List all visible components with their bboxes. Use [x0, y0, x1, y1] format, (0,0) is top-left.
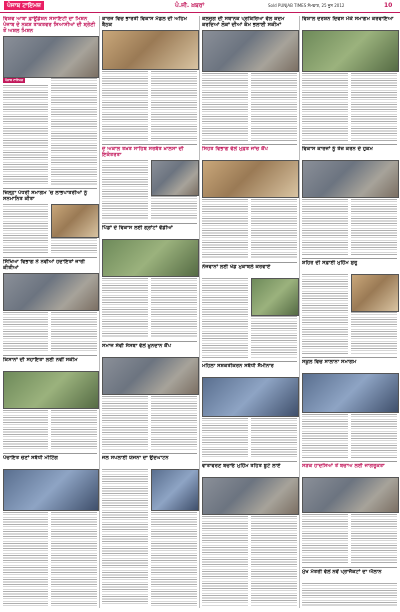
- headline: ਮਹਿਲਾ ਸਸ਼ਕਤੀਕਰਨ ਸਬੰਧੀ ਸੈਮੀਨਾਰ: [202, 363, 274, 369]
- story-divider: [102, 223, 197, 224]
- headline: ਸਮਾਜ ਸੇਵੀ ਸੰਸਥਾ ਵੱਲੋਂ ਖ਼ੂਨਦਾਨ ਕੈਂਪ: [102, 343, 172, 349]
- news-photo: [351, 274, 399, 312]
- article-text: [202, 73, 248, 141]
- article-text: [302, 514, 348, 564]
- article-text: [51, 512, 97, 606]
- story-divider: [202, 361, 297, 362]
- news-photo: [3, 371, 99, 409]
- news-photo: [302, 160, 399, 198]
- article-text: [151, 512, 197, 606]
- article-text: [3, 312, 48, 352]
- article-text: [302, 73, 348, 141]
- headline: ਵਿਸ਼ਾਲ ਦਰਸ਼ਨ ਦਿਵਸ ਮੌਕੇ ਸਮਾਗਮ ਕਰਵਾਇਆ: [302, 16, 394, 22]
- story-divider: [302, 258, 397, 259]
- headline: ਵਾਤਾਵਰਣ ਬਚਾਓ ਮੁਹਿੰਮ ਤਹਿਤ ਬੂਟੇ ਲਾਏ: [202, 463, 281, 469]
- headline: ਸਿੱਖਿਆ ਵਿਭਾਗ ਨੇ ਨਵੀਆਂ ਹਦਾਇਤਾਂ ਜਾਰੀ ਕੀਤੀਆਂ: [3, 259, 85, 271]
- story-divider: [302, 144, 397, 145]
- article-text: [51, 312, 97, 352]
- masthead: [0, 0, 400, 13]
- article-text: [51, 410, 97, 450]
- story-divider: [3, 453, 97, 454]
- article-text: [102, 469, 148, 606]
- headline: ਦੋ ਅਕਾਲ ਤਖ਼ਤ ਸਾਹਿਬ ਸਰਬੱਤ ਖ਼ਾਲਸਾ ਦੀ ਇਕੱਤਰਤਾ: [102, 146, 184, 158]
- story-divider: [102, 453, 197, 454]
- story-divider: [3, 188, 97, 189]
- news-photo: [251, 278, 299, 316]
- news-photo: [202, 477, 299, 515]
- headline: ਪਿੰਡਾਂ ਦੇ ਵਿਕਾਸ ਲਈ ਗ੍ਰਾਂਟਾਂ ਵੰਡੀਆਂ: [102, 225, 173, 231]
- article-text: [302, 199, 348, 255]
- headline: ਵਿਕਾਸ ਕਾਰਜਾਂ ਨੂੰ ਤੇਜ਼ ਕਰਨ ਦੇ ਹੁਕਮ: [302, 146, 373, 152]
- story-divider: [302, 567, 397, 568]
- article-text: [251, 516, 297, 606]
- headline: ਸੜਕ ਹਾਦਸਿਆਂ ਤੋਂ ਬਚਾਅ ਲਈ ਜਾਗਰੂਕਤਾ: [302, 463, 385, 469]
- section-title: ਪੰ.ਜੀ. ਖ਼ਬਰਾਂ: [175, 2, 205, 9]
- article-text: [3, 410, 48, 450]
- news-photo: [102, 30, 199, 70]
- article-text: [151, 196, 197, 220]
- headline: ਪੰਚਾਇਤ ਚੋਣਾਂ ਸਬੰਧੀ ਮੀਟਿੰਗ: [3, 455, 59, 461]
- article-text: [202, 418, 248, 458]
- headline: ਸਕੂਲ ਵਿਚ ਸਾਲਾਨਾ ਸਮਾਗਮ: [302, 359, 357, 365]
- news-photo: [102, 239, 199, 277]
- headline: ਕਲਜੁਗ ਦੀ ਸਥਾਨਕ ਪ੍ਰਕਿਰਿਆ ਵੱਲ ਕਦਮ ਕਰਦਿਆਂ ਲੋਕਾਂ ਦੀਆਂ ਕੰਮ ਭਲਾਈ ਸਕੀਮਾਂ: [202, 16, 285, 28]
- story-divider: [202, 262, 297, 263]
- headline: ਸ਼ਹਿਰ ਦੀ ਸਫ਼ਾਈ ਮੁਹਿੰਮ ਸ਼ੁਰੂ: [302, 260, 358, 266]
- news-photo: [3, 469, 99, 511]
- story-divider: [3, 257, 97, 258]
- column-divider: [299, 16, 300, 608]
- article-text: [302, 414, 348, 458]
- article-text: [251, 418, 297, 458]
- article-text: [151, 278, 197, 338]
- article-text: [351, 414, 397, 458]
- article-text: [351, 312, 397, 354]
- headline: ਜਲ ਸਪਲਾਈ ਯੋਜਨਾ ਦਾ ਉਦਘਾਟਨ: [102, 455, 169, 461]
- article-text: [3, 85, 48, 185]
- article-text: [102, 278, 148, 338]
- news-photo: [151, 160, 199, 196]
- bureau-tag: ਪੰਜਾਬ ਟਾਇਮਜ਼: [5, 78, 24, 82]
- article-text: [351, 73, 397, 141]
- headline: ਸਿਹਤ ਵਿਭਾਗ ਵੱਲੋਂ ਮੁਫ਼ਤ ਜਾਂਚ ਕੈਂਪ: [202, 146, 268, 152]
- news-photo: [302, 477, 399, 513]
- article-text: [151, 71, 197, 141]
- headline: ਮੁੱਖ ਮੰਤਰੀ ਵੱਲੋਂ ਨਵੇਂ ਪ੍ਰਾਜੈਕਟਾਂ ਦਾ ਐਲਾਨ: [302, 569, 382, 575]
- story-divider: [102, 341, 197, 342]
- news-photo: [102, 357, 199, 395]
- article-text: [251, 199, 297, 259]
- news-photo: [202, 30, 299, 72]
- story-divider: [102, 144, 197, 145]
- article-text: [51, 238, 97, 254]
- article-text: [302, 583, 397, 606]
- headline: ਕਿਸਾਨਾਂ ਦੀ ਸਹਾਇਤਾ ਲਈ ਨਵੀਂ ਸਕੀਮ: [3, 357, 78, 363]
- news-photo: [202, 377, 299, 417]
- story-divider: [202, 144, 297, 145]
- article-text: [202, 199, 248, 259]
- article-text: [351, 199, 397, 255]
- article-text: [202, 516, 248, 606]
- article-text: [302, 274, 348, 354]
- column-divider: [199, 16, 200, 608]
- story-divider: [202, 461, 297, 462]
- article-text: [102, 160, 148, 220]
- article-text: [151, 396, 197, 450]
- news-photo: [302, 373, 399, 413]
- news-photo: [51, 204, 99, 238]
- headline: ਜ਼ਿਲ੍ਹਾ ਪੱਧਰੀ ਸਮਾਗਮ 'ਚ ਲਾਭਪਾਤਰੀਆਂ ਨੂੰ ਸਨਮਾਨਿਤ ਕੀਤਾ: [3, 190, 88, 202]
- headline: ਕਾਰਜ ਵਿਚ ਭਾਰਤੀ ਵਿਕਾਸ ਮੰਡਲ ਦੀ ਅਹਿਮ ਬੈਠਕ: [102, 16, 188, 28]
- article-text: [102, 396, 148, 450]
- story-divider: [302, 461, 397, 462]
- article-text: [351, 514, 397, 564]
- news-photo: [202, 160, 299, 198]
- story-divider: [3, 355, 97, 356]
- article-text: [102, 71, 148, 141]
- page-number: 10: [384, 2, 393, 9]
- headline: ਵਿਸ਼ਵ ਆਬਾ ਫ਼ਾਊਂਡੇਸ਼ਨ ਸੋਸਾਇਟੀ ਦਾ ਮਿਸ਼ਨ ਪੰਜਾਬ ਦੇ ਨਕਸ਼ ਤਾਕਤਵਰ ਸਿਆਸੀਆਂ ਦੀ ਸ਼੍ਰੇਣੀ ਤੋਂ ਅਸ਼ਲ ਮਿਸ਼ਨ: [3, 16, 96, 34]
- article-text: [251, 316, 297, 358]
- news-photo: [3, 36, 99, 78]
- news-photo: [151, 469, 199, 511]
- article-text: [202, 278, 248, 358]
- article-text: [251, 73, 297, 141]
- news-photo: [302, 30, 399, 72]
- article-text: [3, 512, 48, 606]
- article-text: [3, 204, 48, 254]
- newspaper-logo: ਪੰਜਾਬ ਟਾਇਮਜ਼: [4, 1, 44, 10]
- news-photo: [3, 273, 99, 311]
- story-divider: [302, 357, 397, 358]
- dateline: Sold PUNJAB TIMES ਸੋਮਵਾਰ, 25 ਜੂਨ 2012: [268, 3, 345, 8]
- headline: ਨੌਜਵਾਨਾਂ ਲਈ ਖੇਡ ਮੁਕਾਬਲੇ ਕਰਵਾਏ: [202, 264, 271, 270]
- article-text: [51, 78, 97, 185]
- column-divider: [99, 16, 100, 608]
